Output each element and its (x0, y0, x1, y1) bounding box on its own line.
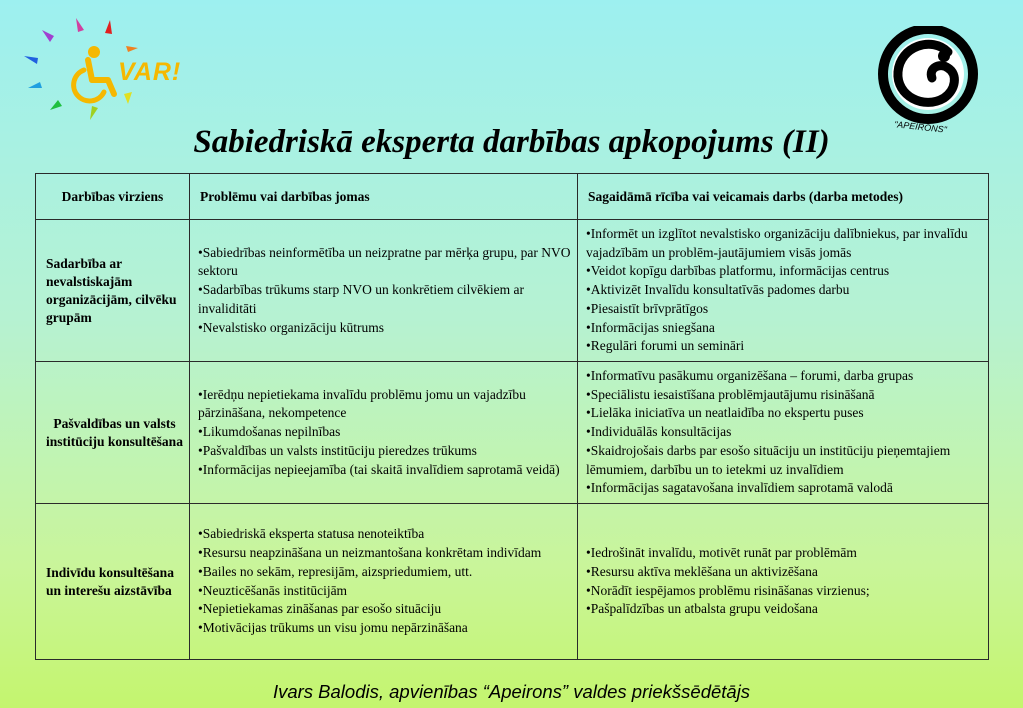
list-item: • Aktivizēt Invalīdu konsultatīvās padomes darbu (586, 281, 982, 300)
page-title: Sabiedriskā eksperta darbības apkopojums (II) (193, 124, 830, 160)
list-item: • Iedrošināt invalīdu, motivēt runāt par problēmām (586, 544, 982, 563)
column-header-actions: Sagaidāmā rīcība vai veicamais darbs (darba metodes) (578, 174, 989, 220)
wheelchair-icon (64, 44, 124, 104)
list-item: • Informatīvu pasākumu organizēšana – forumi, darba grupas (586, 367, 982, 386)
list-item: • Bailes no sekām, represijām, aizspriedumiem, utt. (198, 563, 571, 582)
table-header-row (36, 174, 989, 220)
list-item: • Resursu neapzināšana un neizmantošana konkrētam indivīdam (198, 544, 571, 563)
list-item: • Likumdošanas nepilnības (198, 423, 571, 442)
list-item: • Speciālistu iesaistīšana problēmjautājumu risināšanā (586, 386, 982, 405)
list-item: • Lielāka iniciatīva un neatlaidība no ekspertu puses (586, 404, 982, 423)
row-actions (578, 504, 989, 660)
apeirons-swirl-icon (872, 26, 984, 126)
row-category: Pašvaldības un valsts institūciju konsultēšana (36, 362, 190, 504)
row-actions (578, 362, 989, 504)
footer-author: Ivars Balodis, apvienības “Apeirons” valdes priekšsēdētājs (272, 681, 751, 702)
list-item: • Individuālās konsultācijas (586, 423, 982, 442)
apeirons-logo-text: "APEIRONS" (893, 119, 948, 135)
row-problems (190, 362, 578, 504)
list-item: • Informēt un izglītot nevalstisko organizāciju dalībniekus, par invalīdu vajadzībām un problēm-jautājumiem visās jomās (586, 225, 982, 263)
column-header-direction: Darbības virziens (36, 174, 190, 220)
list-item: • Sadarbības trūkums starp NVO un konkrētiem cilvēkiem ar invaliditāti (198, 281, 571, 319)
table-row (36, 504, 989, 660)
row-problems (190, 504, 578, 660)
summary-table (35, 173, 989, 660)
row-category: Sadarbība ar nevalstiskajām organizācijām, cilvēku grupām (36, 220, 190, 362)
list-item: • Sabiedriskā eksperta statusa nenoteiktība (198, 525, 571, 544)
list-item: • Motivācijas trūkums un visu jomu nepārzināšana (198, 619, 571, 638)
row-actions (578, 220, 989, 362)
list-item: • Informācijas sniegšana (586, 319, 982, 338)
list-item: • Norādīt iespējamos problēmu risināšanas virzienus; (586, 582, 982, 601)
var-logo (20, 14, 200, 134)
list-item: • Pašvaldības un valsts institūciju pieredzes trūkums (198, 442, 571, 461)
list-item: • Nepietiekamas zināšanas par esošo situāciju (198, 600, 571, 619)
list-item: • Informācijas nepieejamība (tai skaitā invalīdiem saprotamā veidā) (198, 461, 571, 480)
column-header-problems: Problēmu vai darbības jomas (190, 174, 578, 220)
row-problems (190, 220, 578, 362)
table-row (36, 362, 989, 504)
list-item: • Neuzticēšanās institūcijām (198, 582, 571, 601)
list-item: • Regulāri forumi un semināri (586, 337, 982, 356)
table-row (36, 220, 989, 362)
var-logo-text: VAR! (118, 58, 182, 86)
list-item: • Pašpalīdzības un atbalsta grupu veidošana (586, 600, 982, 619)
list-item: • Informācijas sagatavošana invalīdiem saprotamā valodā (586, 479, 982, 498)
list-item: • Resursu aktīva meklēšana un aktivizēšana (586, 563, 982, 582)
list-item: • Nevalstisko organizāciju kūtrums (198, 319, 571, 338)
list-item: • Piesaistīt brīvprātīgos (586, 300, 982, 319)
list-item: • Ierēdņu nepietiekama invalīdu problēmu jomu un vajadzību pārzināšana, nekompetence (198, 386, 571, 424)
list-item: • Veidot kopīgu darbības platformu, informācijas centrus (586, 262, 982, 281)
apeirons-logo (872, 26, 984, 138)
row-category: Indivīdu konsultēšana un interešu aizstāvība (36, 504, 190, 660)
list-item: • Skaidrojošais darbs par esošo situāciju un institūciju pieņemtajiem lēmumiem, darbību un to ietekmi uz invalīdiem (586, 442, 982, 480)
list-item: • Sabiedrības neinformētība un neizpratne par mērķa grupu, par NVO sektoru (198, 244, 571, 282)
